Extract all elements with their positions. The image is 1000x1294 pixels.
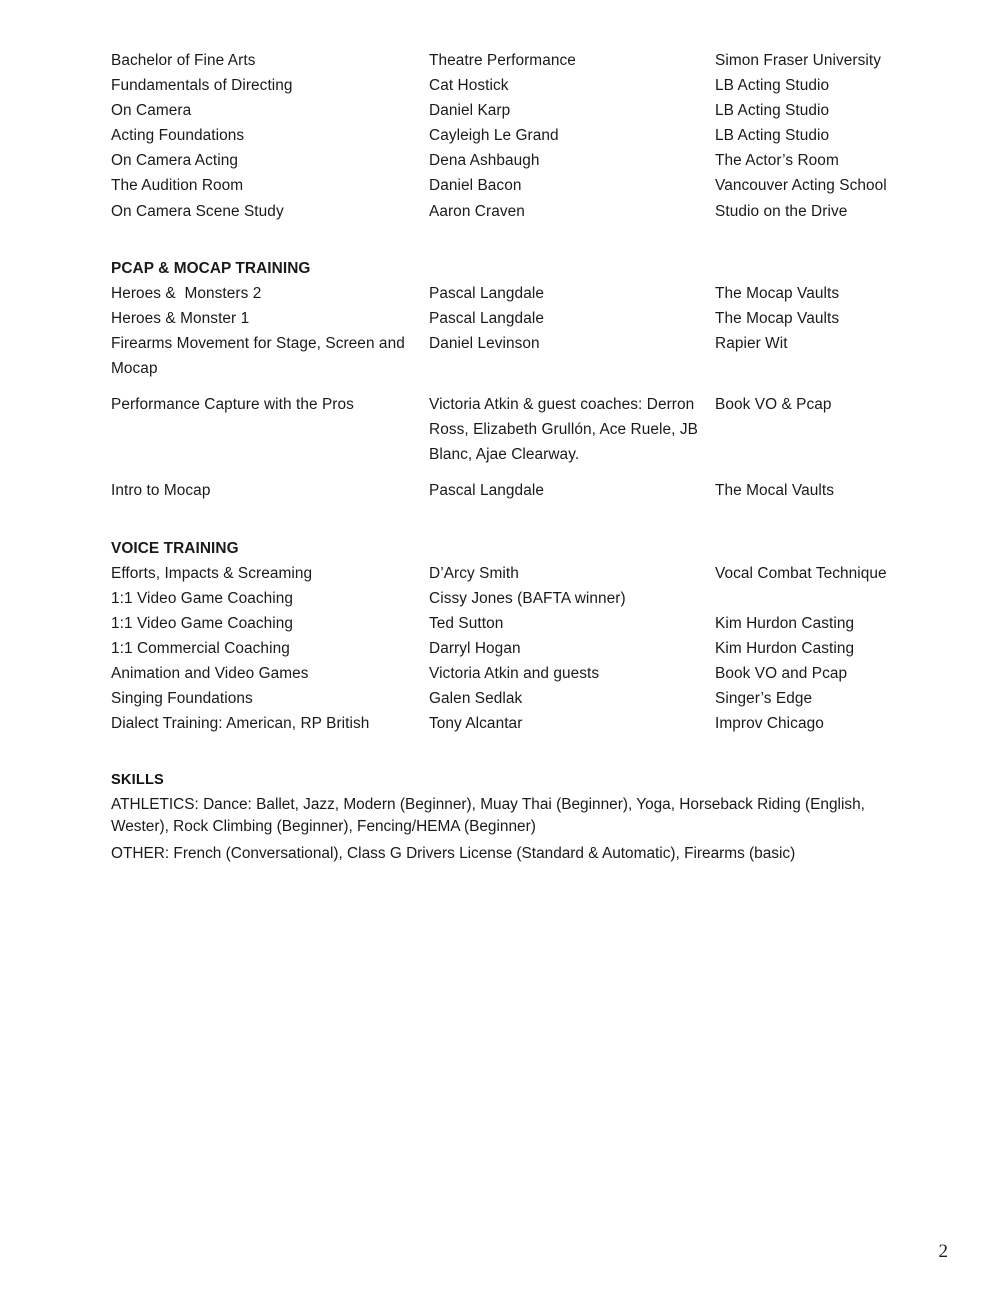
section-heading-pcap-mocap: PCAP & MOCAP TRAINING (111, 259, 311, 277)
course-name: On Camera Scene Study (111, 202, 284, 220)
instructor-name: Pascal Langdale (429, 482, 544, 500)
course-name: Intro to Mocap (111, 482, 211, 500)
table-row (111, 48, 929, 73)
course-name: Singing Foundations (111, 690, 253, 708)
institution-name: Singer’s Edge (715, 690, 813, 708)
instructor-name: Daniel Levinson (429, 334, 540, 352)
instructor-name: Theatre Performance (429, 52, 576, 69)
institution-name: Book VO & Pcap (715, 396, 832, 414)
institution-name: The Mocap Vaults (715, 309, 840, 327)
course-name: 1:1 Commercial Coaching (111, 639, 290, 657)
instructor-name: Pascal Langdale (429, 309, 544, 327)
course-name: 1:1 Video Game Coaching (111, 614, 294, 632)
instructor-name: Victoria Atkin & guest coaches: Derron Ross, Elizabeth Grullón, Ace Ruele, JB Blanc, Ajae Clearway. (429, 396, 703, 464)
table-row (111, 392, 929, 467)
course-name: Efforts, Impacts & Screaming (111, 564, 313, 582)
course-name: Heroes & Monster 1 (111, 309, 250, 327)
course-name: Acting Foundations (111, 127, 245, 145)
instructor-name: Cayleigh Le Grand (429, 127, 559, 145)
institution-name: The Mocap Vaults (715, 284, 840, 302)
course-name: Bachelor of Fine Arts (111, 52, 256, 69)
table-row (111, 478, 929, 503)
section-heading-row (111, 256, 929, 281)
institution-name: LB Acting Studio (715, 127, 830, 145)
section-spacer (111, 224, 929, 256)
table-row (111, 711, 929, 736)
instructor-name: Cissy Jones (BAFTA winner) (429, 589, 626, 607)
table-row (111, 73, 929, 98)
instructor-name: Darryl Hogan (429, 639, 521, 657)
table-row (111, 281, 929, 306)
table-row (111, 148, 929, 173)
table-row (111, 199, 929, 224)
table-row (111, 123, 929, 148)
instructor-name: D’Arcy Smith (429, 564, 519, 582)
section-heading-voice-training: VOICE TRAINING (111, 539, 239, 557)
table-row (111, 98, 929, 123)
institution-name: The Mocal Vaults (715, 482, 834, 500)
table-row (111, 306, 929, 331)
table-row (111, 561, 929, 586)
course-name: 1:1 Video Game Coaching (111, 589, 294, 607)
table-row (111, 586, 929, 611)
institution-name: LB Acting Studio (715, 77, 830, 95)
course-name: Firearms Movement for Stage, Screen and Mocap (111, 334, 410, 378)
course-name: Animation and Video Games (111, 664, 309, 682)
course-name: The Audition Room (111, 177, 244, 195)
table-row (111, 686, 929, 711)
section-spacer (111, 736, 929, 768)
institution-name: Simon Fraser University (715, 52, 881, 69)
instructor-name: Victoria Atkin and guests (429, 664, 600, 682)
course-name: On Camera Acting (111, 152, 238, 170)
skills-other-line: OTHER: French (Conversational), Class G Drivers License (Standard & Automatic), Firearms (basic) (111, 845, 796, 863)
table-row (111, 331, 929, 381)
instructor-name: Daniel Bacon (429, 177, 522, 195)
table-row (111, 636, 929, 661)
course-name: Performance Capture with the Pros (111, 396, 354, 414)
row-spacer (111, 467, 929, 478)
instructor-name: Aaron Craven (429, 202, 525, 220)
institution-name: Studio on the Drive (715, 202, 848, 220)
section-heading-row (111, 536, 929, 561)
institution-name: Rapier Wit (715, 334, 788, 352)
course-name: On Camera (111, 102, 192, 120)
institution-name: Kim Hurdon Casting (715, 639, 855, 657)
table-row (111, 173, 929, 198)
section-spacer (111, 504, 929, 536)
institution-name (715, 586, 929, 611)
table-row (111, 611, 929, 636)
section-heading-skills: SKILLS (111, 772, 164, 789)
institution-name: Vocal Combat Technique (715, 564, 887, 582)
row-spacer (111, 381, 929, 392)
course-name: Dialect Training: American, RP British (111, 715, 370, 733)
instructor-name: Galen Sedlak (429, 690, 523, 708)
institution-name: Vancouver Acting School (715, 177, 887, 195)
instructor-name: Ted Sutton (429, 614, 504, 632)
course-name: Heroes & Monsters 2 (111, 284, 262, 302)
institution-name: LB Acting Studio (715, 102, 830, 120)
institution-name: Book VO and Pcap (715, 664, 848, 682)
instructor-name: Daniel Karp (429, 102, 511, 120)
instructor-name: Pascal Langdale (429, 284, 544, 302)
training-table-top (111, 48, 929, 768)
instructor-name: Tony Alcantar (429, 715, 523, 733)
course-name: Fundamentals of Directing (111, 77, 293, 95)
institution-name: The Actor’s Room (715, 152, 839, 170)
page-number: 2 (938, 1241, 948, 1262)
institution-name: Kim Hurdon Casting (715, 614, 855, 632)
table-row (111, 661, 929, 686)
skills-section (111, 768, 901, 865)
instructor-name: Cat Hostick (429, 77, 509, 95)
institution-name: Improv Chicago (715, 715, 824, 733)
page-content (111, 48, 901, 865)
skills-athletics-line: ATHLETICS: Dance: Ballet, Jazz, Modern (Beginner), Muay Thai (Beginner), Yoga, Horseback Riding (English, Wester), Rock Climbing (Beginner), Fencing/HEMA (Beginner) (111, 796, 865, 835)
instructor-name: Dena Ashbaugh (429, 152, 540, 170)
